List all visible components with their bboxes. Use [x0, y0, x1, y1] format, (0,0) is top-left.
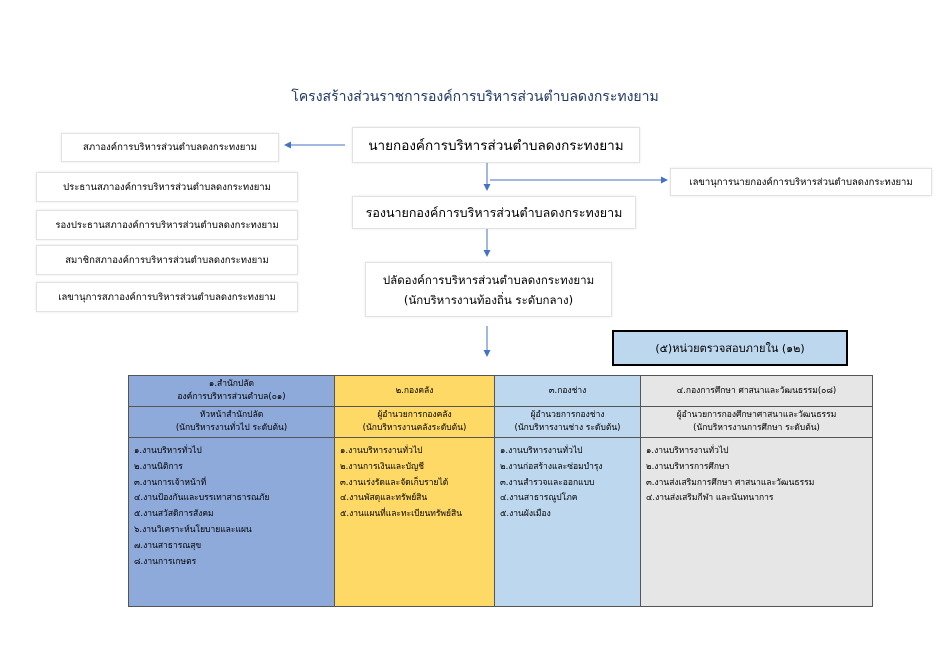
division-1-head: [129, 407, 335, 438]
task-item: ๑.งานบริหารงานทั่วไป: [646, 446, 729, 456]
division-2-tasks: [335, 438, 495, 607]
task-item: ๑.งานบริหารงานทั่วไป: [340, 446, 423, 456]
page-title: โครงสร้างส่วนราชการองค์การบริหารส่วนตำบลดงกระทงยาม: [291, 89, 659, 105]
task-item: ๒.งานก่อสร้างและซ่อมบำรุง: [500, 461, 603, 472]
task-item: ๓.งานสำรวจและออกแบบ: [500, 477, 595, 488]
internal-audit-box: [612, 330, 848, 366]
task-item: ๔.งานส่งเสริมกีฬา และนันทนาการ: [646, 493, 774, 504]
task-item: ๒.งานนิติการ: [134, 461, 183, 472]
task-item: ๒.งานการเงินและบัญชี: [340, 461, 425, 472]
division-2-head-title: ผู้อำนวยการกองคลัง: [377, 410, 452, 420]
task-item: ๕.งานสวัสดิการสังคม: [134, 509, 214, 520]
task-item: ๓.งานการเจ้าหน้าที่: [134, 477, 207, 488]
task-item: ๔.งานป้องกันและบรรเทาสาธารณภัย: [134, 493, 270, 504]
task-item: ๘.งานการเกษตร: [134, 556, 197, 567]
division-3-head-level: (นักบริหารงานช่าง ระดับต้น): [514, 423, 621, 433]
division-1-name-line2: องค์การบริหารส่วนตำบล(๐๑): [177, 392, 286, 402]
council-president-box: [36, 172, 298, 202]
council-secretary-box: [36, 282, 298, 312]
division-3-tasks: [495, 438, 641, 607]
task-item: ๕.งานผังเมือง: [500, 509, 551, 520]
chief-executive-box: [352, 127, 640, 163]
division-1-tasks: [129, 438, 335, 607]
division-2-name-line1: ๒.กองคลัง: [395, 385, 434, 396]
task-item: ๓.งานส่งเสริมการศึกษา ศาสนาและวัฒนธรรม: [646, 477, 815, 488]
council-vice-president-box: [36, 210, 298, 240]
palad-level: (นักบริหารงานท้องถิ่น ระดับกลาง): [403, 292, 574, 307]
task-item: ๒.งานบริหารการศึกษา: [646, 461, 730, 472]
chief-secretary-label: เลขานุการนายกองค์การบริหารส่วนตำบลดงกระทงยาม: [689, 176, 913, 188]
internal-audit-label: (๕)หน่วยตรวจสอบภายใน (๑๒): [655, 342, 805, 355]
council-member-label: สมาชิกสภาองค์การบริหารส่วนตำบลดงกระทงยาม: [65, 254, 269, 266]
deputy-chief-box: [352, 196, 636, 229]
council-box: [61, 133, 279, 162]
palad-title: ปลัดองค์การบริหารส่วนตำบลดงกระทงยาม: [382, 272, 595, 287]
divisions-table: [128, 375, 873, 607]
division-name-row: [129, 376, 873, 407]
council-president-label: ประธานสภาองค์การบริหารส่วนตำบลดงกระทงยาม: [63, 181, 271, 193]
division-3-name: [495, 376, 641, 407]
division-4-name: [641, 376, 873, 407]
division-head-row: [129, 407, 873, 438]
division-tasks-row: [129, 438, 873, 607]
deputy-chief-label: รองนายกองค์การบริหารส่วนตำบลดงกระทงยาม: [365, 204, 623, 220]
council-member-box: [36, 245, 298, 275]
council-secretary-label: เลขานุการสภาองค์การบริหารส่วนตำบลดงกระทงยาม: [58, 291, 276, 303]
task-item: ๔.งานพัสดุและทรัพย์สิน: [340, 493, 428, 504]
task-item: ๓.งานเร่งรัดและจัดเก็บรายได้: [340, 477, 449, 488]
council-vice-president-label: รองประธานสภาองค์การบริหารส่วนตำบลดงกระทงยาม: [55, 219, 279, 231]
division-1-name-line1: ๑.สำนักปลัด: [208, 379, 255, 389]
division-2-head-level: (นักบริหารงานคลังระดับต้น): [362, 423, 467, 433]
division-3-head-title: ผู้อำนวยการกองช่าง: [530, 410, 605, 420]
task-item: ๑.งานบริหารงานทั่วไป: [500, 446, 583, 456]
palad-box: [365, 262, 612, 317]
division-4-head: [641, 407, 873, 438]
division-1-name: [129, 376, 335, 407]
task-item: ๔.งานสาธารณูปโภค: [500, 493, 578, 504]
division-1-head-title: หัวหน้าสำนักปลัด: [199, 410, 264, 420]
chief-secretary-box: [670, 168, 932, 196]
division-4-head-level: (นักบริหารงานการศึกษา ระดับต้น): [693, 423, 820, 433]
task-item: ๗.งานสาธารณสุข: [134, 540, 202, 551]
division-4-name-line1: ๔.กองการศึกษา ศาสนาและวัฒนธรรม(๐๘): [676, 385, 837, 396]
council-label: สภาองค์การบริหารส่วนตำบลดงกระทงยาม: [83, 142, 257, 153]
task-item: ๑.งานบริหารทั่วไป: [134, 446, 202, 456]
division-3-head: [495, 407, 641, 438]
task-item: ๖.งานวิเคราะห์นโยบายและแผน: [134, 524, 252, 535]
division-2-name: [335, 376, 495, 407]
division-1-head-level: (นักบริหารงานทั่วไป ระดับต้น): [175, 423, 288, 433]
task-item: ๕.งานแผนที่และทะเบียนทรัพย์สิน: [340, 509, 463, 520]
division-2-head: [335, 407, 495, 438]
division-4-tasks: [641, 438, 873, 607]
chief-executive-label: นายกองค์การบริหารส่วนตำบลดงกระทงยาม: [368, 138, 624, 154]
division-3-name-line1: ๓.กองช่าง: [548, 385, 587, 396]
division-4-head-title: ผู้อำนวยการกองศึกษาศาสนาและวัฒนธรรม: [676, 410, 837, 420]
